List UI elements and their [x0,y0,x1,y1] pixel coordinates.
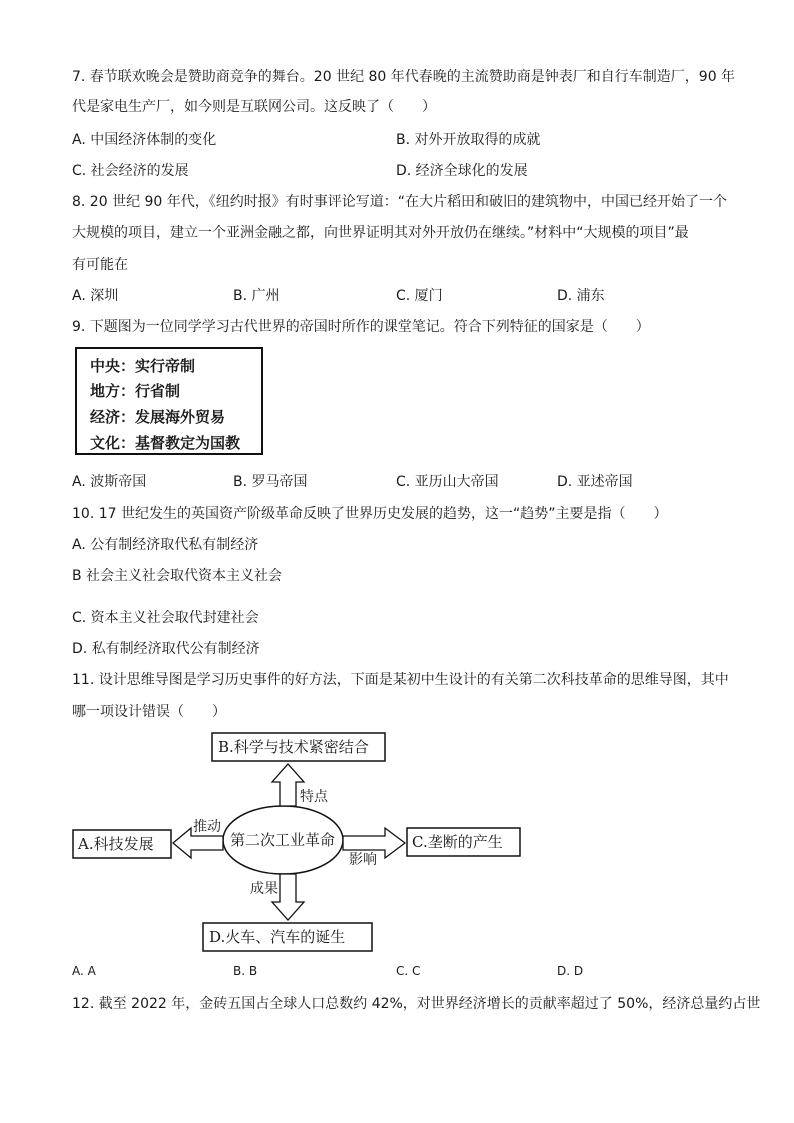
mindmap-label-top: 特点 [300,789,328,805]
q12-stem-line1: 12. 截至 2022 年，金砖五国占全球人口总数约 42%，对世界经济增长的贡献率超过了 50%，经济总量约占世 [72,996,761,1012]
q7-stem-line2: 代是家电生产厂，如今则是互联网公司。这反映了（ ） [72,99,436,115]
q7-option-c[interactable]: C. 社会经济的发展 [72,163,189,179]
mindmap-label-left: 推动 [193,819,221,835]
q10-option-d[interactable]: D. 私有制经济取代公有制经济 [72,641,260,657]
q7-stem-line1: 7. 春节联欢晚会是赞助商竞争的舞台。20 世纪 80 年代春晚的主流赞助商是钟表厂和自行车制造厂，90 年 [72,69,736,85]
q11-stem-line2: 哪一项设计错误（ ） [72,704,226,720]
mindmap-right-text: C.垄断的产生 [412,833,503,851]
q11-stem-line1: 11. 设计思维导图是学习历史事件的好方法，下面是某初中生设计的有关第二次科技革命的思维导图，其中 [72,672,729,688]
q9-note-culture: 文化：基督教定为国教 [90,434,241,452]
q9-note-local: 地方：行省制 [90,382,181,400]
mindmap-left-text: A.科技发展 [78,835,154,853]
q10-stem: 10. 17 世纪发生的英国资产阶级革命反映了世界历史发展的趋势，这一“趋势”主要是指（ ） [72,506,668,522]
q8-stem-line3: 有可能在 [72,257,128,273]
q10-option-a[interactable]: A. 公有制经济取代私有制经济 [72,537,259,553]
q8-option-c[interactable]: C. 厦门 [396,288,443,304]
q8-stem-line1: 8. 20 世纪 90 年代，《纽约时报》有时事评论写道：“在大片稻田和破旧的建筑物中，中国已经开始了一个 [72,194,728,210]
mindmap-top-text: B.科学与技术紧密结合 [218,738,369,756]
q11-option-a[interactable]: A. A [72,964,96,978]
q7-option-b[interactable]: B. 对外开放取得的成就 [396,132,541,148]
q11-option-c[interactable]: C. C [396,964,421,978]
mindmap-label-right: 影响 [349,852,377,868]
q9-option-d[interactable]: D. 亚述帝国 [557,474,633,490]
q7-option-a[interactable]: A. 中国经济体制的变化 [72,132,217,148]
q8-stem-line2: 大规模的项目，建立一个亚洲金融之都，向世界证明其对外开放仍在继续。”材料中“大规模的项目”最 [72,225,689,241]
q10-option-b[interactable]: B 社会主义社会取代资本主义社会 [72,568,283,584]
mindmap-bottom-text: D.火车、汽车的诞生 [209,928,346,946]
q9-note-central: 中央：实行帝制 [90,357,196,375]
q9-option-a[interactable]: A. 波斯帝国 [72,474,147,490]
q11-option-b[interactable]: B. B [233,964,258,978]
mindmap-label-bottom: 成果 [250,881,278,897]
q8-option-d[interactable]: D. 浦东 [557,288,605,304]
q9-option-b[interactable]: B. 罗马帝国 [233,474,308,490]
q8-option-b[interactable]: B. 广州 [233,288,280,304]
q11-option-d[interactable]: D. D [557,964,584,978]
q9-note-economy: 经济：发展海外贸易 [90,408,226,426]
q10-option-c[interactable]: C. 资本主义社会取代封建社会 [72,610,259,626]
q8-option-a[interactable]: A. 深圳 [72,288,119,304]
q9-option-c[interactable]: C. 亚历山大帝国 [396,474,499,490]
mindmap-center-text: 第二次工业革命 [230,831,336,849]
q9-stem: 9. 下题图为一位同学学习古代世界的帝国时所作的课堂笔记。符合下列特征的国家是（ ） [72,319,650,335]
q7-option-d[interactable]: D. 经济全球化的发展 [396,163,528,179]
